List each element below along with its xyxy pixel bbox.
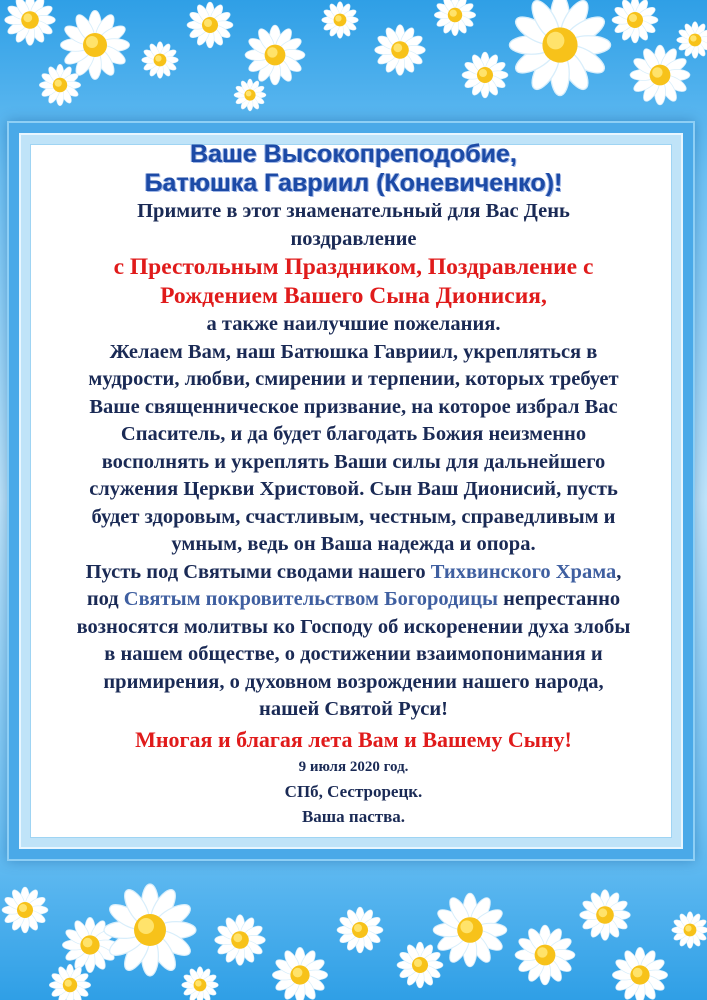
holiday-line2: Рождением Вашего Сына Дионисия, (160, 283, 547, 309)
intro-line1: Примите в этот знаменательный для Вас День (137, 200, 570, 222)
patronage-phrase: Святым покровительством Богородицы (123, 588, 499, 610)
wish-line-1: Желаем Вам, наш Батюшка Гавриил, укрепляться в (109, 340, 598, 363)
greeting-title-line2: Батюшка Гавриил (Коневиченко)! (144, 169, 563, 197)
signature-line: Ваша паства. (301, 806, 406, 826)
prayer-line-1 (24, 559, 683, 587)
prayer-line-2 (24, 586, 683, 614)
prayer-line-2-c: непрестанно (498, 588, 621, 610)
top-flower-border (0, 0, 707, 125)
wish-line-2: мудрости, любви, смирении и терпении, которых требует (88, 368, 619, 390)
bottom-flower-border (0, 870, 707, 1000)
daisy-pattern-top (0, 0, 707, 125)
holiday-line1: с Престольным Праздником, Поздравление с (113, 254, 594, 280)
final-wish: Многая и благая лета Вам и Вашему Сыну! (135, 726, 572, 752)
date-line: 9 июля 2020 год. (298, 758, 409, 775)
intro-line2: поздравление (290, 227, 417, 250)
wish-line-6: служения Церкви Христовой. Сын Ваш Дионисий, пусть (89, 478, 618, 500)
prayer-line-3: возносятся молитвы ко Господу об искоренении духа злобы (76, 615, 631, 638)
greeting-text (24, 140, 683, 829)
prayer-line-1-c: , (616, 560, 622, 583)
church-name: Тихвинского Храма (430, 560, 617, 583)
wish-line-7: будет здоровым, счастливым, честным, справедливым и (91, 505, 616, 528)
greeting-title-line1: Ваше Высокопреподобие, (190, 140, 517, 168)
wish-line-5: восполнять и укреплять Ваши силы для дальнейшего (101, 450, 606, 473)
prayer-line-2-a: под (86, 588, 124, 610)
wish-line-8: умным, ведь он Ваша надежда и опора. (171, 533, 536, 555)
prayer-line-6: нашей Святой Руси! (259, 698, 448, 720)
prayer-line-5: примирения, о духовном возрождении нашего народа, (103, 670, 604, 693)
place-line: СПб, Сестрорецк. (284, 781, 423, 801)
also-line: а также наилучшие пожелания. (206, 313, 501, 335)
daisy-pattern-bottom (0, 870, 707, 1000)
prayer-line-1-a: Пусть под Святыми сводами нашего (85, 560, 431, 583)
wish-line-4: Спаситель, и да будет благодать Божия неизменно (120, 423, 587, 445)
prayer-line-4: в нашем обществе, о достижении взаимопонимания и (104, 643, 603, 665)
wish-line-3: Ваше священническое призвание, на которое избрал Вас (89, 395, 618, 418)
